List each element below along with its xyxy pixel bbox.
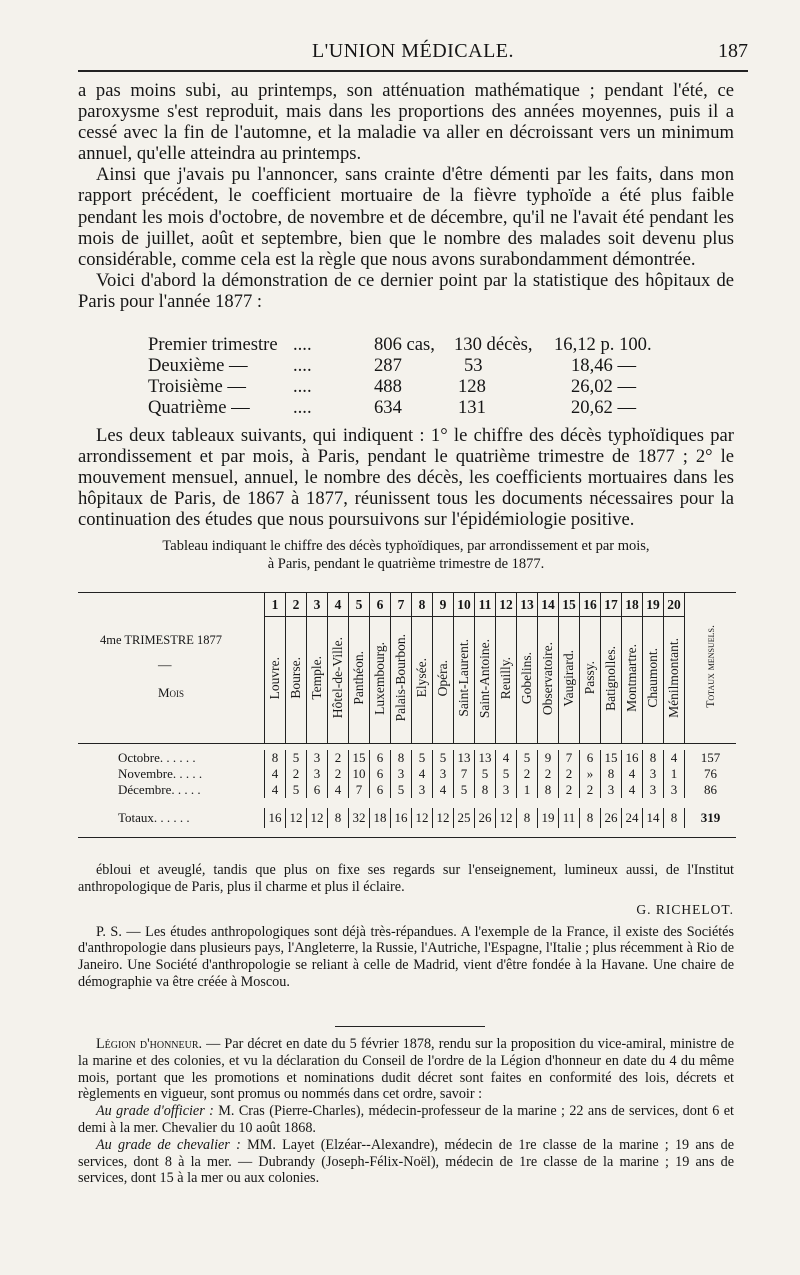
table-cell: 2: [517, 766, 538, 782]
table-cell: 4: [622, 766, 643, 782]
arrondissement-name: Louvre.: [267, 656, 282, 700]
chevalier-text: MM. Layet (Elzéar--Alexandre), médecin de 1re classe de la marine ; 19 ans de services, dont 8 à la mer. — Dubrandy (Joseph-Félix-Noël), médecin de 1re classe de la marine ; 19 ans de services, dont 15 à la mer ou aux colonies.: [78, 1136, 734, 1187]
table-cell: 3: [433, 766, 454, 782]
arrondissement-name: Vaugirard.: [561, 649, 576, 707]
quarter-dots: ....: [293, 355, 312, 377]
table-cell: 5: [496, 766, 517, 782]
journal-title: L'UNION MÉDICALE.: [311, 40, 515, 62]
closing-text: [78, 862, 734, 991]
arrondissement-name-cell: [496, 617, 517, 744]
table-cell: 4: [496, 750, 517, 766]
row-total: 319: [685, 808, 737, 828]
row-label: Totaux. . . . . .: [118, 809, 190, 825]
quarter-label: Troisième —: [148, 376, 246, 398]
table-cell: 5: [433, 750, 454, 766]
arrondissement-name: Montmartre.: [624, 644, 639, 712]
arrondissement-name-cell: [664, 617, 685, 744]
arrondissement-number: 8: [412, 593, 433, 617]
totals-gap: [78, 798, 736, 808]
arrondissement-number: 20: [664, 593, 685, 617]
table-cell: 2: [328, 750, 349, 766]
table-cell: 4: [622, 782, 643, 798]
ps-paragraph: P. S. — Les études anthropologiques sont déjà très-répandues. A l'exemple de la France, il existe des Sociétés d'anthropologie dans plusieurs pays, l'Angleterre, la Russie, l'Autriche, l'Espagne, l'Italie ; plus récemment à Rio de Janeiro. Une Société d'anthropologie se reliant à celle de Madrid, vient d'être fondée à la Havane. Une chaire de démographie va être créée à Moscou.: [78, 923, 734, 990]
table-cell: 8: [475, 782, 496, 798]
quarter-deaths: 128: [458, 376, 486, 398]
table-cell: 19: [538, 808, 559, 828]
quarter-dots: ....: [293, 376, 312, 398]
table-cell: 15: [349, 750, 370, 766]
table-end: [78, 828, 736, 838]
totals-row: [78, 808, 736, 828]
table-cell: 2: [538, 766, 559, 782]
officier-label: Au grade d'officier :: [96, 1103, 214, 1120]
table-cell: 1: [517, 782, 538, 798]
table-cell: 8: [265, 750, 286, 766]
table-cell: 5: [286, 750, 307, 766]
table-cell: 4: [433, 782, 454, 798]
monthly-totals-label: Totaux mensuels.: [703, 624, 717, 708]
table-cell: 13: [454, 750, 475, 766]
arrondissement-name: Passy.: [582, 661, 597, 695]
row-total: 157: [685, 750, 737, 766]
table-cell: 3: [601, 782, 622, 798]
arrondissement-number: 2: [286, 593, 307, 617]
table-cell: 6: [370, 750, 391, 766]
table-cell: 3: [643, 766, 664, 782]
table-cell: 14: [643, 808, 664, 828]
signature: G. RICHELOT.: [636, 901, 734, 917]
quarter-deaths: 53: [464, 355, 483, 377]
arrondissement-name-cell: [370, 617, 391, 744]
arrondissement-name: Opéra.: [435, 659, 450, 697]
table-cell: 3: [391, 766, 412, 782]
row-total: 86: [685, 782, 737, 798]
table-cell: 5: [517, 750, 538, 766]
table-cell: 7: [349, 782, 370, 798]
monthly-totals-header: [685, 593, 737, 744]
arrondissement-name: Chaumont.: [645, 648, 660, 708]
table-cell: 8: [643, 750, 664, 766]
quarter-label: Quatrième —: [148, 397, 250, 419]
arrondissement-number: 6: [370, 593, 391, 617]
paragraph-4: Les deux tableaux suivants, qui indiquent : 1° le chiffre des décès typhoïdiques par arrondissement et par mois, à Paris, pendant le quatrième trimestre de 1877 ; 2° le mouvement mensuel, annuel, le nombre des décès, les coefficients mortuaires dans les hôpitaux de Paris, de 1867 à 1877, réunissent tous les documents nécessaires pour la continuation des études que nous poursuivons sur l'épidémiologie positive.: [78, 425, 734, 531]
arrondissement-name: Batignolles.: [603, 645, 618, 711]
arrondissement-number: 4: [328, 593, 349, 617]
arrondissement-name: Ménilmontant.: [666, 638, 681, 719]
arrondissement-name-cell: [286, 617, 307, 744]
table-cell: 12: [307, 808, 328, 828]
table-cell: 26: [601, 808, 622, 828]
paragraph-1: a pas moins subi, au printemps, son atténuation mathématique ; pendant l'été, ce paroxysme s'est reproduit, mais dans les proportions des années moyennes, puis il a cessé avec la fin de l'automne, et la maladie va aller en décroissant vers un minimum annuel, qu'elle atteindra au printemps.: [78, 80, 734, 165]
arrondissement-number: 1: [265, 593, 286, 617]
table-cell: 2: [328, 766, 349, 782]
quarter-label: Premier trimestre: [148, 334, 278, 355]
arrondissement-number: 7: [391, 593, 412, 617]
arrondissement-name-cell: [265, 617, 286, 744]
quarter-deaths: 131: [458, 397, 486, 419]
table-cell: 18: [370, 808, 391, 828]
arrondissement-name-cell: [328, 617, 349, 744]
table-cell: 7: [454, 766, 475, 782]
quarter-deaths: 130 décès,: [454, 334, 533, 355]
arrondissement-name: Observatoire.: [540, 641, 555, 715]
arrondissement-number: 11: [475, 593, 496, 617]
quarter-cases: 287: [374, 355, 402, 377]
arrondissement-number: 18: [622, 593, 643, 617]
quarter-dots: ....: [293, 334, 312, 355]
arrondissement-name-cell: [538, 617, 559, 744]
arrondissement-name-cell: [580, 617, 601, 744]
quarter-cases: 634: [374, 397, 402, 419]
table-cell: 3: [307, 766, 328, 782]
arrondissement-number: 3: [307, 593, 328, 617]
quarter-cases: 488: [374, 376, 402, 398]
table-cell: 3: [664, 782, 685, 798]
running-header: [78, 38, 748, 72]
caption-line-2: à Paris, pendant le quatrième trimestre de 1877.: [267, 555, 545, 572]
arrondissement-name-cell: [307, 617, 328, 744]
arrondissement-name-cell: [475, 617, 496, 744]
table-cell: 6: [580, 750, 601, 766]
table-cell: 16: [391, 808, 412, 828]
table-cell: 3: [307, 750, 328, 766]
row-total: 76: [685, 766, 737, 782]
table-cell: 12: [412, 808, 433, 828]
month-row: [78, 750, 736, 766]
table-cell: 16: [265, 808, 286, 828]
section-divider: [335, 1026, 485, 1027]
corner-dash: —: [158, 657, 172, 672]
table-cell: 1: [664, 766, 685, 782]
arrondissement-name: Reuilly.: [498, 656, 513, 700]
arrondissement-name-cell: [601, 617, 622, 744]
arrondissement-number: 19: [643, 593, 664, 617]
arrondissement-number: 10: [454, 593, 475, 617]
row-label: Octobre. . . . . .: [118, 749, 196, 765]
page-number: 187: [718, 40, 748, 62]
arrondissement-number: 15: [559, 593, 580, 617]
caption-line-1: Tableau indiquant le chiffre des décès typhoïdiques, par arrondissement et par mois,: [162, 538, 650, 554]
table-cell: 2: [559, 782, 580, 798]
arrondissement-name: Luxembourg.: [372, 641, 387, 715]
table-cell: 8: [517, 808, 538, 828]
arrondissement-name: Elysée.: [414, 658, 429, 698]
arrondissement-name-cell: [433, 617, 454, 744]
arrondissement-name-cell: [559, 617, 580, 744]
table-corner: [78, 593, 265, 744]
arrondissement-name-cell: [517, 617, 538, 744]
table-cell: 26: [475, 808, 496, 828]
table-cell: 4: [265, 782, 286, 798]
table-cell: 8: [580, 808, 601, 828]
table-cell: 25: [454, 808, 475, 828]
quarter-coef: 16,12 p. 100.: [554, 334, 652, 355]
table-cell: 32: [349, 808, 370, 828]
chevalier-paragraph: [78, 1137, 734, 1187]
table-cell: 12: [496, 808, 517, 828]
arrondissement-name: Hôtel-de-Ville.: [330, 637, 345, 719]
table-cell: 10: [349, 766, 370, 782]
arrondissement-number: 12: [496, 593, 517, 617]
arrondissement-number: 14: [538, 593, 559, 617]
legion-section: [78, 1036, 734, 1187]
chevalier-label: Au grade de chevalier :: [96, 1136, 241, 1153]
table-end-row: [78, 828, 736, 838]
table-cell: 16: [622, 750, 643, 766]
table-cell: 9: [538, 750, 559, 766]
table-cell: 4: [664, 750, 685, 766]
month-row: [78, 766, 736, 782]
table-cell: 3: [643, 782, 664, 798]
quarter-coef: 18,46 —: [571, 355, 637, 377]
table-cell: 8: [328, 808, 349, 828]
table-caption: [78, 538, 734, 573]
officier-text: M. Cras (Pierre-Charles), médecin-professeur de la marine ; 22 ans de services, dont 6 et demi à la mer. Chevalier du 10 août 1868.: [78, 1103, 734, 1136]
table-cell: 7: [559, 750, 580, 766]
arrondissement-number: 16: [580, 593, 601, 617]
table-cell: 8: [538, 782, 559, 798]
quarter-dots: ....: [293, 397, 312, 419]
corner-months: Mois: [158, 685, 185, 700]
table-cell: 5: [475, 766, 496, 782]
table-cell: 3: [412, 782, 433, 798]
corner-quarter: 4me TRIMESTRE 1877: [100, 633, 222, 647]
table-cell: 24: [622, 808, 643, 828]
arrondissement-number: 9: [433, 593, 454, 617]
arrondissement-number: 17: [601, 593, 622, 617]
table-cell: 8: [601, 766, 622, 782]
table-cell: 11: [559, 808, 580, 828]
table-cell: 5: [412, 750, 433, 766]
table-cell: 4: [265, 766, 286, 782]
arrondissement-name: Palais-Bourbon.: [393, 634, 408, 722]
arrondissement-name-cell: [622, 617, 643, 744]
legion-heading: Légion d'honneur.: [96, 1036, 203, 1052]
quarter-label: Deuxième —: [148, 355, 248, 377]
table-cell: 3: [496, 782, 517, 798]
officier-paragraph: [78, 1103, 734, 1137]
row-label: Novembre. . . . .: [118, 765, 203, 781]
legion-text: — Par décret en date du 5 février 1878, rendu sur la proposition du vice-amiral, ministre de la marine et des colonies, et vu la déclaration du Conseil de l'ordre de la Légion d'honneur en date du 4 du même mois, portant que les promotions et nominations dudit décret sont faites en conformité des lois, décrets et règlements en vigueur, sont promus ou nommés dans cet ordre, savoir :: [78, 1036, 735, 1103]
arrondissement-name-cell: [454, 617, 475, 744]
table-cell: 2: [286, 766, 307, 782]
closing-paragraph: ébloui et aveuglé, tandis que plus on fixe ses regards sur l'enseignement, lumineux aussi, de l'Institut anthropologique de Paris, plus il charme et plus il éclaire.: [78, 862, 734, 895]
arrondissement-name-cell: [391, 617, 412, 744]
table-cell: 6: [370, 766, 391, 782]
arrondissement-name-cell: [412, 617, 433, 744]
quarter-coef: 26,02 —: [571, 376, 637, 398]
legion-paragraph: [78, 1036, 734, 1103]
arrondissement-name: Panthéon.: [351, 651, 366, 705]
row-label: Décembre. . . . .: [118, 781, 201, 797]
table-cell: 5: [391, 782, 412, 798]
table-cell: 12: [433, 808, 454, 828]
month-row: [78, 782, 736, 798]
paragraph-2: Ainsi que j'avais pu l'annoncer, sans crainte d'être démenti par les faits, dans mon rapport précédent, le coefficient mortuaire de la fièvre typhoïde a été plus faible pendant les mois d'octobre, de novembre et de décembre, qu'il ne l'avait été pendant les mois de juillet, août et septembre, bien que le nombre des malades soit devenu plus considérable, comme cela est la règle que nous avons surabondamment démontrée.: [78, 164, 734, 270]
table-cell: 15: [601, 750, 622, 766]
paragraph-3: Voici d'abord la démonstration de ce dernier point par la statistique des hôpitaux de Paris pour l'année 1877 :: [78, 269, 734, 312]
table-cell: 2: [580, 782, 601, 798]
table-cell: 5: [454, 782, 475, 798]
totals-gap-row: [78, 798, 736, 808]
deaths-table: [78, 592, 736, 838]
table-cell: 8: [664, 808, 685, 828]
arrondissement-name-cell: [643, 617, 664, 744]
table-cell: 13: [475, 750, 496, 766]
table-cell: 8: [391, 750, 412, 766]
table-cell: 6: [307, 782, 328, 798]
arrondissement-number: 5: [349, 593, 370, 617]
table-cell: 6: [370, 782, 391, 798]
arrondissement-name: Temple.: [309, 656, 324, 700]
table-cell: »: [580, 766, 601, 782]
table-cell: 12: [286, 808, 307, 828]
table-cell: 4: [328, 782, 349, 798]
arrondissement-name: Bourse.: [288, 657, 303, 699]
explanation-text: [78, 425, 734, 530]
table-cell: 2: [559, 766, 580, 782]
arrondissement-number: 13: [517, 593, 538, 617]
intro-text: [78, 80, 734, 312]
quarter-cases: 806 cas,: [374, 334, 435, 355]
quarter-coef: 20,62 —: [571, 397, 637, 419]
arrondissement-name: Gobelins.: [519, 652, 534, 705]
arrondissement-name: Saint-Laurent.: [456, 639, 471, 717]
arrondissement-name-cell: [349, 617, 370, 744]
arrondissement-number-row: [78, 593, 736, 617]
table-cell: 4: [412, 766, 433, 782]
table-cell: 5: [286, 782, 307, 798]
arrondissement-name: Saint-Antoine.: [477, 638, 492, 718]
